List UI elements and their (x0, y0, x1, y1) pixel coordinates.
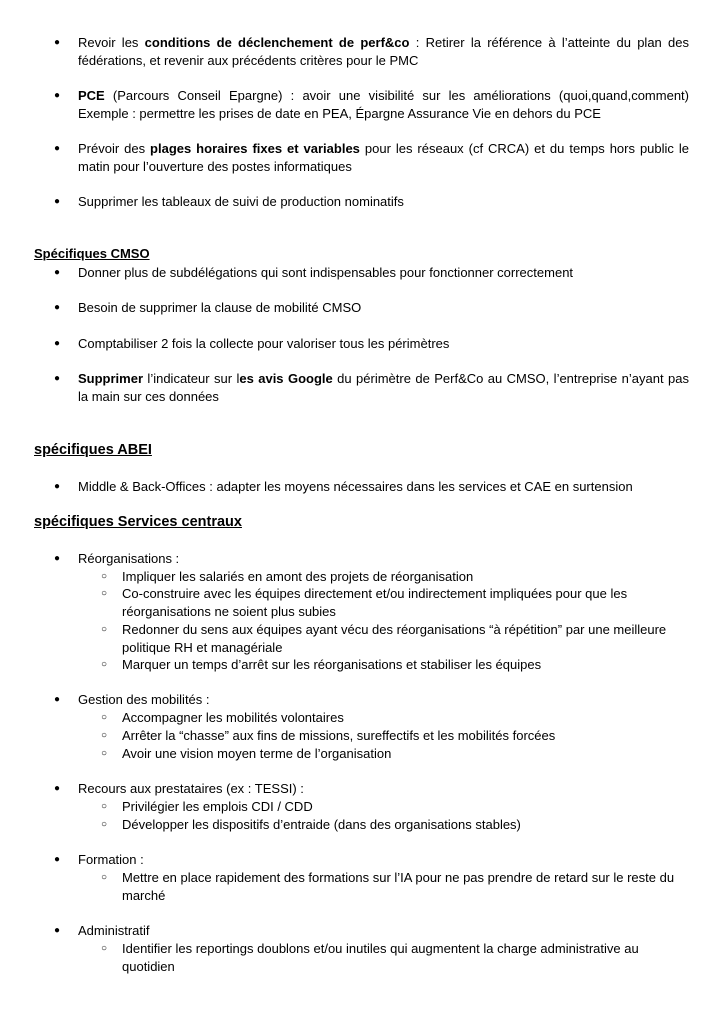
bullet-tableaux-suivi (54, 193, 689, 211)
sub-item (101, 816, 689, 834)
text-run: Supprimer les tableaux de suivi de production nominatifs (78, 194, 404, 209)
sub-item (101, 656, 689, 674)
sub-bullet-circle: ○ (101, 659, 108, 670)
text-run: Middle & Back-Offices : adapter les moyens nécessaires dans les services et CAE en surtension (78, 479, 633, 494)
bold-text: es avis Google (239, 371, 333, 386)
heading-cmso: Spécifiques CMSO (34, 246, 150, 261)
sub-item-text: Impliquer les salariés en amont des projets de réorganisation (122, 569, 474, 584)
bullet-dot: ● (54, 481, 61, 492)
bullet-label: Recours aux prestataires (ex : TESSI) : (78, 781, 304, 796)
bullet-text (78, 299, 689, 317)
sub-item-text: Redonner du sens aux équipes ayant vécu des réorganisations “à répétition” par une meilleure politique RH et managériale (122, 622, 667, 655)
bold-text: conditions de déclenchement de perf&co (144, 35, 410, 50)
sub-bullet-circle: ○ (101, 943, 108, 954)
bullet-label: Gestion des mobilités : (78, 692, 210, 707)
sub-bullet-circle: ○ (101, 712, 108, 723)
bullet-text (78, 370, 689, 405)
bullet-text (78, 87, 689, 122)
bullet-formation (54, 851, 689, 869)
bullet-cmso-subdelegations (54, 264, 689, 282)
text-run: Comptabiliser 2 fois la collecte pour valoriser tous les périmètres (78, 336, 450, 351)
sub-bullet-circle: ○ (101, 571, 108, 582)
bold-text: Supprimer (78, 371, 144, 386)
bullet-dot: ● (54, 267, 61, 278)
bullet-perfco (54, 34, 689, 69)
bullet-dot: ● (54, 196, 61, 207)
bullet-cmso-collecte (54, 335, 689, 353)
bullet-text (78, 264, 689, 282)
sub-bullet-circle: ○ (101, 819, 108, 830)
bullet-dot: ● (54, 338, 61, 349)
bullet-text (78, 478, 689, 496)
sub-bullet-circle: ○ (101, 588, 108, 599)
sub-bullet-circle: ○ (101, 624, 108, 635)
bullet-abei-middle-back (54, 478, 689, 496)
text-run: Besoin de supprimer la clause de mobilité CMSO (78, 300, 362, 315)
bullet-text (78, 140, 689, 175)
heading-services-centraux: spécifiques Services centraux (34, 514, 242, 530)
bullet-dot: ● (54, 854, 61, 865)
heading-abei: spécifiques ABEI (34, 442, 152, 458)
bullet-dot: ● (54, 553, 61, 564)
sub-item-text: Accompagner les mobilités volontaires (122, 710, 344, 725)
sub-item-text: Co-construire avec les équipes directement et/ou indirectement impliquées pour que les réorganisations ne soient plus subies (122, 586, 628, 619)
text-run: (Parcours Conseil Epargne) : avoir une visibilité sur les améliorations (quoi,quand,comment) Exemple : permettre les prises de date en PEA, Épargne Assurance Vie en dehors du PCE (78, 88, 689, 121)
bullet-text (78, 193, 689, 211)
bullet-dot: ● (54, 302, 61, 313)
bullet-dot: ● (54, 37, 61, 48)
sub-item (101, 621, 689, 656)
bullet-text (78, 335, 689, 353)
bullet-reorganisations (54, 550, 689, 568)
sub-item-text: Arrêter la “chasse” aux fins de missions, sureffectifs et les mobilités forcées (122, 728, 556, 743)
bullet-cmso-avis-google (54, 370, 689, 405)
bullet-dot: ● (54, 143, 61, 154)
sub-item (101, 798, 689, 816)
sub-item (101, 709, 689, 727)
bullet-dot: ● (54, 373, 61, 384)
text-run: : Retirer la référence à l’atteinte du plan des fédérations, et revenir aux précédents critères pour le PMC (78, 35, 689, 68)
bullet-cmso-mobilite (54, 299, 689, 317)
sub-item (101, 568, 689, 586)
bullet-label: Administratif (78, 923, 150, 938)
text-run: l’indicateur sur l (143, 371, 240, 386)
sub-item (101, 727, 689, 745)
bullet-text (78, 34, 689, 69)
bullet-prestataires (54, 780, 689, 798)
text-run: pour les réseaux (cf CRCA) et du temps hors public le matin pour l’ouverture des postes informatiques (78, 141, 689, 174)
text-run: Donner plus de subdélégations qui sont indispensables pour fonctionner correctement (78, 265, 574, 280)
sub-bullet-circle: ○ (101, 748, 108, 759)
bullet-pce (54, 87, 689, 122)
bold-text: PCE (78, 88, 105, 103)
sub-item-text: Mettre en place rapidement des formations sur l’IA pour ne pas prendre de retard sur le reste du marché (122, 870, 675, 903)
bullet-dot: ● (54, 694, 61, 705)
sub-item (101, 745, 689, 763)
bold-text: plages horaires fixes et variables (150, 141, 360, 156)
sub-bullet-circle: ○ (101, 801, 108, 812)
bullet-plages-horaires (54, 140, 689, 175)
bullet-gestion-mobilites (54, 691, 689, 709)
sub-bullet-circle: ○ (101, 730, 108, 741)
sub-item-text: Identifier les reportings doublons et/ou inutiles qui augmentent la charge administrative au quotidien (122, 941, 639, 974)
bullet-label: Formation : (78, 852, 144, 867)
sub-item (101, 869, 689, 904)
sub-item-text: Privilégier les emplois CDI / CDD (122, 799, 313, 814)
bullet-dot: ● (54, 90, 61, 101)
sub-item-text: Développer les dispositifs d’entraide (dans des organisations stables) (122, 817, 521, 832)
bullet-label: Réorganisations : (78, 551, 180, 566)
sub-item (101, 940, 689, 975)
sub-item (101, 585, 689, 620)
text-run: du périmètre de Perf&Co au CMSO, l’entreprise n’ayant pas la main sur ces données (78, 371, 689, 404)
text-run: Revoir les (78, 35, 145, 50)
bullet-dot: ● (54, 925, 61, 936)
bullet-administratif (54, 922, 689, 940)
sub-item-text: Avoir une vision moyen terme de l’organisation (122, 746, 392, 761)
text-run: Prévoir des (78, 141, 151, 156)
bullet-dot: ● (54, 783, 61, 794)
sub-bullet-circle: ○ (101, 872, 108, 883)
sub-item-text: Marquer un temps d’arrêt sur les réorganisations et stabiliser les équipes (122, 657, 542, 672)
